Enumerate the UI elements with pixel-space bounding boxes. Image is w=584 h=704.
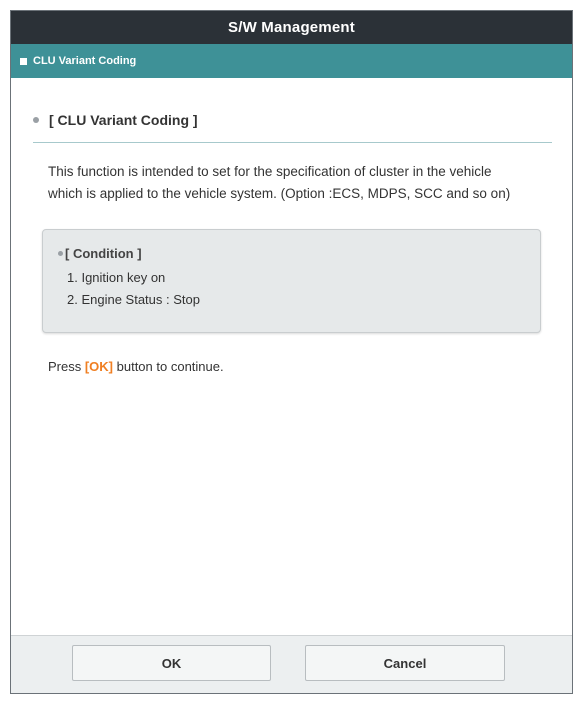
section-heading-text: [ CLU Variant Coding ] xyxy=(49,112,198,128)
description-line-1: This function is intended to set for the specification of cluster in the vehicle xyxy=(48,164,492,179)
bullet-icon xyxy=(58,251,63,256)
condition-title xyxy=(58,246,528,261)
content-area xyxy=(11,112,572,374)
function-description xyxy=(33,161,552,205)
condition-item: 2. Engine Status : Stop xyxy=(67,292,200,307)
condition-title-text: [ Condition ] xyxy=(65,246,142,261)
subheader-label: CLU Variant Coding xyxy=(33,55,137,67)
condition-item: 1. Ignition key on xyxy=(67,270,166,285)
window-title: S/W Management xyxy=(11,11,572,44)
description-line-2: which is applied to the vehicle system. (Option :ECS, MDPS, SCC and so on) xyxy=(48,186,511,201)
bullet-icon xyxy=(33,117,39,123)
ok-button[interactable]: OK xyxy=(72,645,271,681)
condition-box xyxy=(42,229,541,333)
instruction-text xyxy=(33,359,552,374)
button-footer xyxy=(11,635,572,693)
instruction-prefix: Press xyxy=(48,359,85,374)
instruction-ok-highlight: [OK] xyxy=(84,359,114,374)
condition-list xyxy=(58,267,528,311)
section-heading xyxy=(33,112,552,143)
instruction-suffix: button to continue. xyxy=(113,359,224,374)
cancel-button[interactable]: Cancel xyxy=(305,645,505,681)
square-icon xyxy=(20,58,27,65)
sw-management-dialog xyxy=(10,10,573,694)
subheader-bar xyxy=(11,44,572,78)
